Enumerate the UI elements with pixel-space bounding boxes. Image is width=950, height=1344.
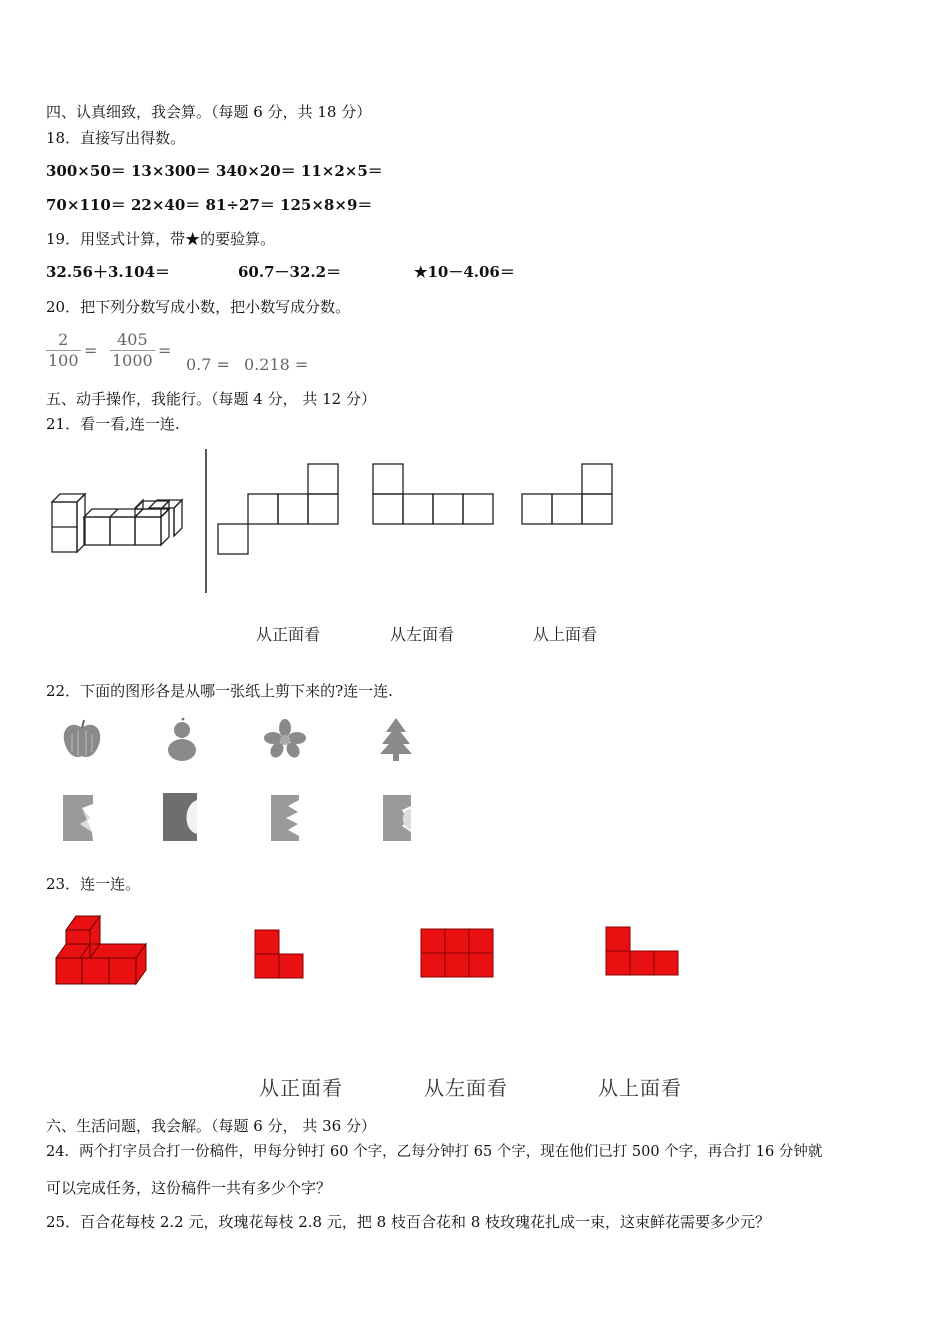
paper-piece-3 xyxy=(268,792,302,844)
q23-label-left: 从左面看 xyxy=(424,1076,508,1100)
question-23: 23．连一连。 xyxy=(46,875,141,893)
section-5-title: 五、动手操作，我能行。（每题 4 分， 共 12 分） xyxy=(46,390,376,408)
equals-sign: = xyxy=(158,341,172,360)
q21-label-left: 从左面看 xyxy=(390,625,455,644)
red-view-1 xyxy=(254,929,306,981)
q21-label-front: 从正面看 xyxy=(256,625,321,644)
q19-item-2: 60.7－32.2＝ xyxy=(238,263,342,281)
question-19: 19．用竖式计算，带★的要验算。 xyxy=(46,230,276,248)
view-grid-2 xyxy=(372,462,497,526)
decimal-0-7: 0.7 = xyxy=(186,355,230,374)
question-25: 25．百合花每枝 2.2 元，玫瑰花每枝 2.8 元，把 8 枝百合花和 8 枝玫瑰花扎成一束，这束鲜花需要多少元？ xyxy=(46,1213,771,1231)
decimal-0-218: 0.218 = xyxy=(244,355,309,374)
view-grid-1 xyxy=(217,462,342,556)
question-24-line-1: 24．两个打字员合打一份稿件，甲每分钟打 60 个字，乙每分钟打 65 个字，现在他们已打 500 个字，再合打 16 分钟就 xyxy=(46,1144,823,1160)
gourd-icon xyxy=(163,718,201,764)
section-4-title: 四、认真细致，我会算。（每题 6 分，共 18 分） xyxy=(46,103,372,121)
flower-icon xyxy=(262,718,308,760)
q18-row-2: 70×110＝ 22×40＝ 81÷27＝ 125×8×9＝ xyxy=(46,196,373,214)
q23-label-top: 从上面看 xyxy=(598,1076,682,1100)
question-18: 18．直接写出得数。 xyxy=(46,129,186,147)
fraction-numerator: 2 xyxy=(46,330,81,351)
fraction-numerator: 405 xyxy=(110,330,155,351)
red-view-3 xyxy=(605,926,681,978)
red-cube-solid xyxy=(52,912,152,990)
apple-icon xyxy=(60,718,104,762)
divider-line xyxy=(203,449,209,593)
fraction-405-1000 xyxy=(110,330,155,371)
question-22: 22．下面的图形各是从哪一张纸上剪下来的?连一连. xyxy=(46,682,393,700)
equals-sign: = xyxy=(84,341,98,360)
question-20: 20．把下列分数写成小数，把小数写成分数。 xyxy=(46,298,351,316)
paper-piece-4 xyxy=(380,792,414,844)
fraction-2-100 xyxy=(46,330,81,371)
question-24-line-2: 可以完成任务，这份稿件一共有多少个字？ xyxy=(46,1179,332,1197)
fraction-denominator: 1000 xyxy=(112,351,153,370)
red-view-2 xyxy=(420,928,496,980)
q23-label-front: 从正面看 xyxy=(259,1076,343,1100)
question-21: 21．看一看,连一连. xyxy=(46,415,180,433)
q19-item-1: 32.56＋3.104＝ xyxy=(46,263,170,281)
section-6-title: 六、生活问题，我会解。（每题 6 分， 共 36 分） xyxy=(46,1117,376,1135)
q19-item-3: ★10－4.06＝ xyxy=(414,263,515,281)
tree-icon xyxy=(376,716,416,762)
paper-piece-1 xyxy=(60,792,96,844)
cube-solid-figure xyxy=(44,450,194,560)
q18-row-1: 300×50＝ 13×300＝ 340×20＝ 11×2×5＝ xyxy=(46,162,383,180)
q21-label-top: 从上面看 xyxy=(533,625,598,644)
view-grid-3 xyxy=(521,462,616,526)
paper-piece-2 xyxy=(160,790,200,844)
fraction-denominator: 100 xyxy=(48,351,79,370)
